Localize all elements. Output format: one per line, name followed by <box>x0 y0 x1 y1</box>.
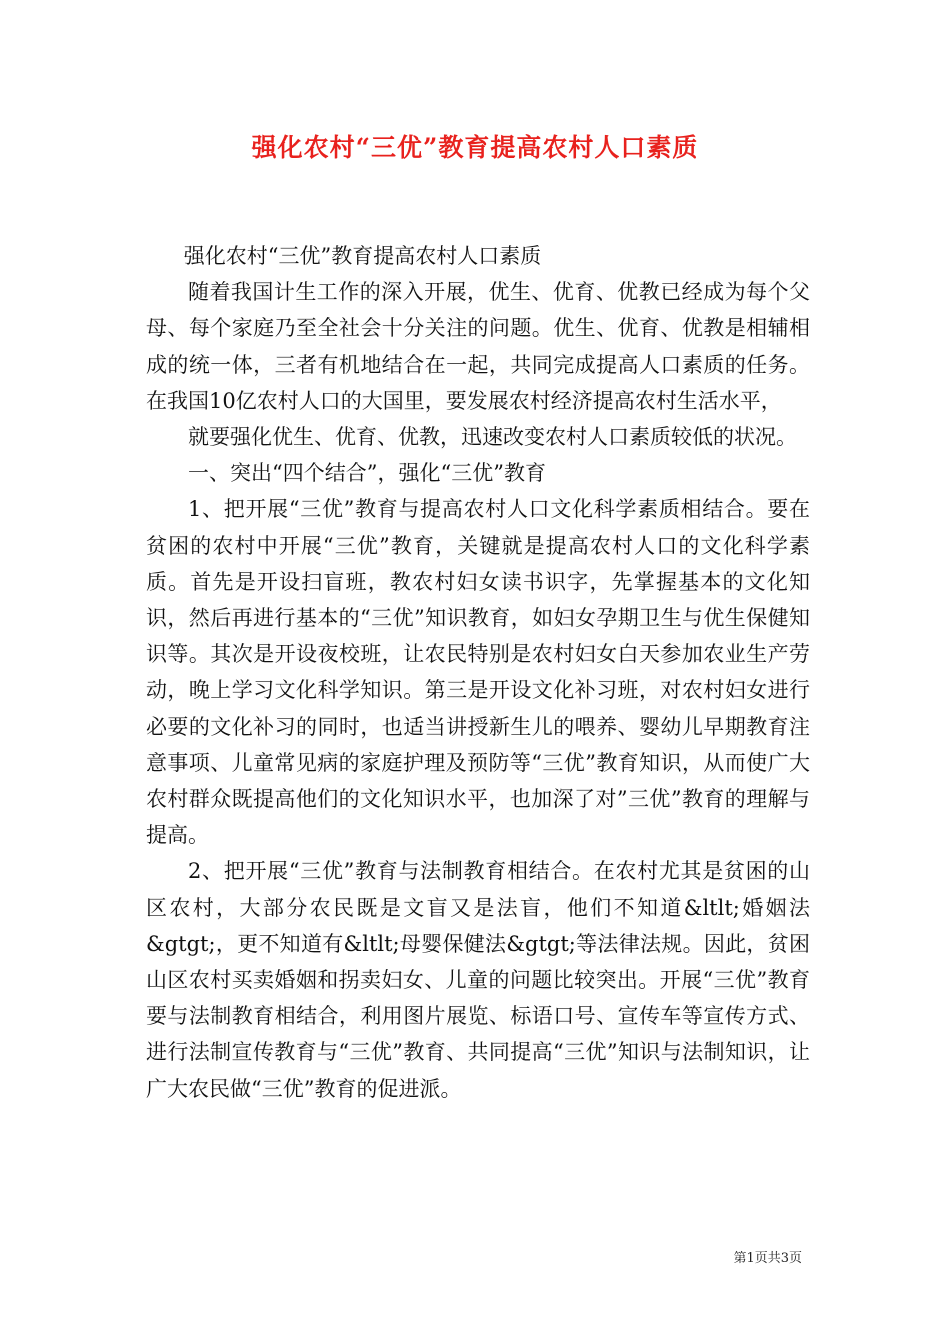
body-paragraph-point-1: 1、把开展“三优”教育与提高农村人口文化科学素质相结合。要在贫困的农村中开展“三优”教育，关键就是提高农村人口的文化科学素质。首先是开设扫盲班，教农村妇女读书识字，先掌握基本的文化知识，然后再进行基本的“三优”知识教育，如妇女孕期卫生与优生保健知识等。其次是开设夜校班，让农民特别是农村妇女白天参加农业生产劳动，晚上学习文化科学知识。第三是开设文化补习班，对农村妇女进行必要的文化补习的同时，也适当讲授新生儿的喂养、婴幼儿早期教育注意事项、儿童常见病的家庭护理及预防等“三优”教育知识，从而使广大农村群众既提高他们的文化知识水平，也加深了对”三优”教育的理解与提高。 <box>146 497 810 848</box>
body-paragraph-intro: 随着我国计生工作的深入开展，优生、优育、优教已经成为每个父母、每个家庭乃至全社会十分关注的问题。优生、优育、优教是相辅相成的统一体，三者有机地结合在一起，共同完成提高人口素质的任务。在我国10亿农村人口的大国里，要发展农村经济提高农村生活水平， <box>146 280 810 413</box>
body-paragraph-strengthen: 就要强化优生、优育、优教，迅速改变农村人口素质较低的状况。 <box>188 425 797 450</box>
body-paragraph-point-2: 2、把开展“三优”教育与法制教育相结合。在农村尤其是贫困的山区农村，大部分农民既是文盲又是法盲，他们不知道&ltlt;婚姻法&gtgt;，更不知道有&ltlt;母婴保健法&gtgt;等法律法规。因此，贫困山区农村买卖婚姻和拐卖妇女、儿童的问题比较突出。开展“三优”教育要与法制教育相结合，利用图片展览、标语口号、宣传车等宣传方式、进行法制宣传教育与“三优”教育、共同提高“三优”知识与法制知识，让广大农民做“三优”教育的促进派。 <box>146 859 810 1101</box>
page-number-footer: 第1页共3页 <box>733 1251 802 1266</box>
document-title: 强化农村“三优”教育提高农村人口素质 <box>251 133 699 162</box>
document-body <box>146 238 810 1107</box>
section-heading-four-combinations: 一、突出“四个结合”，强化“三优”教育 <box>188 461 546 486</box>
body-subtitle-paragraph: 强化农村“三优”教育提高农村人口素质 <box>183 244 542 268</box>
